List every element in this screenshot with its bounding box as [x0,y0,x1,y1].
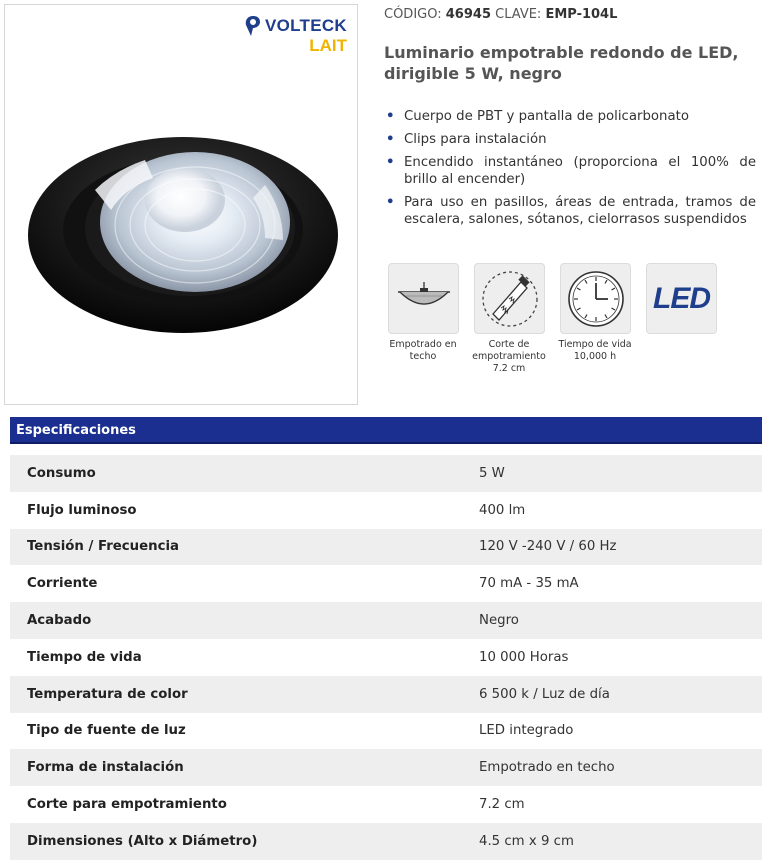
feature-item: • Encendido instantáneo (proporciona el 100% de brillo al encender) [386,155,756,187]
spec-value: 6 500 k / Luz de día [479,686,610,702]
code-label: CÓDIGO: [384,7,442,22]
product-photo [25,130,345,345]
cut-saw-label: Corte de empotramiento 7.2 cm [472,339,546,374]
product-image-panel [4,4,358,405]
spec-value: Empotrado en techo [479,760,615,776]
product-code-line [384,7,617,22]
bullet-icon: • [386,155,395,170]
brand-name: VOLTECK [264,16,347,35]
spec-name: Flujo luminoso [27,502,137,518]
key-label: CLAVE: [495,7,542,22]
spec-value: LED integrado [479,723,574,739]
table-row [10,529,762,566]
spec-name: Corriente [27,576,98,592]
led-text: LED [653,281,710,315]
feature-item: • Clips para instalación [386,132,547,147]
table-row [10,455,762,492]
table-row [10,786,762,823]
table-row [10,749,762,786]
table-row [10,713,762,750]
specs-table [10,455,762,860]
led-icon [646,263,717,334]
spec-name: Forma de instalación [27,760,184,776]
ceiling-mount-label: Empotrado en techo [389,339,457,362]
spec-name: Temperatura de color [27,686,188,702]
spec-value: 4.5 cm x 9 cm [479,833,574,849]
spec-value: 7.2 cm [479,797,525,813]
brand-logo [244,15,347,54]
spec-name: Tiempo de vida [27,649,142,665]
spec-value: 120 V -240 V / 60 Hz [479,539,617,555]
spec-name: Consumo [27,465,96,481]
spec-name: Tensión / Frecuencia [27,539,180,555]
spec-name: Tipo de fuente de luz [27,723,186,739]
key-value: EMP-104L [545,7,618,22]
volteck-logo-icon [244,15,262,37]
bullet-icon: • [386,109,395,124]
spec-value: Negro [479,613,519,629]
spec-name: Dimensiones (Alto x Diámetro) [27,833,258,849]
product-title: Luminario empotrable redondo de LED, dirigible 5 W, negro [384,43,739,83]
table-row [10,639,762,676]
bullet-icon: • [386,132,395,147]
feature-item: • Para uso en pasillos, áreas de entrada, tramos de escalera, salones, sótanos, cielorrasos suspendidos [386,195,756,227]
table-row [10,823,762,860]
brand-subname: LAIT [309,36,347,55]
feature-item: • Cuerpo de PBT y pantalla de policarbonato [386,109,689,124]
spec-value: 70 mA - 35 mA [479,576,579,592]
clock-label: Tiempo de vida 10,000 h [558,339,632,362]
spec-name: Acabado [27,613,92,629]
spec-value: 10 000 Horas [479,649,569,665]
specs-header: Especificaciones [10,417,762,444]
table-row [10,565,762,602]
spec-name: Corte para empotramiento [27,797,227,813]
ceiling-mount-icon [388,263,459,334]
spec-value: 400 lm [479,502,526,518]
clock-icon [560,263,631,334]
table-row [10,602,762,639]
feature-list [384,108,756,234]
cut-saw-icon [474,263,545,334]
table-row [10,492,762,529]
code-value: 46945 [445,7,491,22]
bullet-icon: • [386,195,395,210]
spec-value: 5 W [479,465,505,481]
table-row [10,676,762,713]
